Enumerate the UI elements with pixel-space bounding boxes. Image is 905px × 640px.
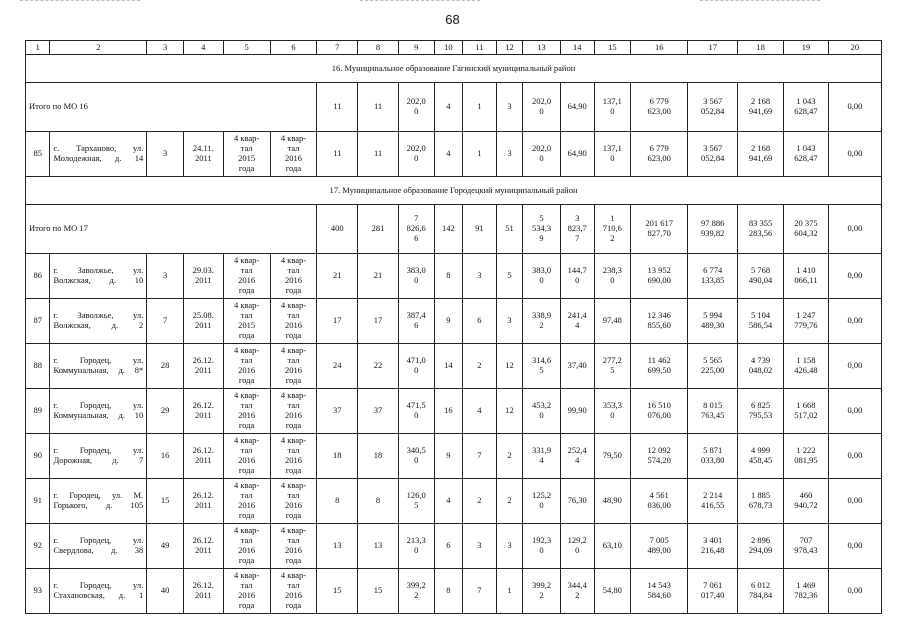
value-cell: 11: [317, 132, 358, 177]
total-value-cell: 281: [358, 205, 399, 254]
value-cell: 2: [496, 479, 522, 524]
date-cell: 26.12. 2011: [183, 344, 223, 389]
value-cell: 2 896 294,09: [738, 524, 784, 569]
value-cell: 8: [434, 569, 463, 614]
value-cell: 3 401 216,48: [688, 524, 738, 569]
date-cell: 26.12. 2011: [183, 389, 223, 434]
total-value-cell: 91: [463, 205, 497, 254]
total-label: Итого по МО 16: [26, 83, 317, 132]
value-cell: 6 779 623,00: [631, 132, 688, 177]
address-cell: г. Заволжье, ул. Волжская, д. 10: [50, 254, 147, 299]
value-cell: 1 410 066,11: [784, 254, 829, 299]
value-cell: 3: [463, 254, 497, 299]
value-cell: 3 567 052,84: [688, 132, 738, 177]
top-dashed-line: [360, 0, 480, 2]
total-value-cell: 202,0 0: [523, 83, 561, 132]
value-cell: 238,3 0: [594, 254, 631, 299]
section-total-row: [26, 205, 882, 254]
value-cell: 471,5 0: [398, 389, 434, 434]
value-cell: 277,2 5: [594, 344, 631, 389]
column-number-cell: 16: [631, 41, 688, 55]
table-row: [26, 389, 882, 434]
total-value-cell: 51: [496, 205, 522, 254]
quarter-cell: 4 квар- тал 2016 года: [223, 479, 270, 524]
column-number-cell: 10: [434, 41, 463, 55]
total-value-cell: 142: [434, 205, 463, 254]
value-cell: 383,0 0: [398, 254, 434, 299]
value-cell: 6: [434, 524, 463, 569]
value-cell: 0,00: [828, 569, 881, 614]
value-cell: 2: [463, 344, 497, 389]
top-dashed-line: [20, 0, 140, 2]
value-cell: 1 668 517,02: [784, 389, 829, 434]
quarter-cell: 4 квар- тал 2016 года: [270, 479, 317, 524]
total-value-cell: 5 534,3 9: [523, 205, 561, 254]
section-total-row: [26, 83, 882, 132]
quarter-cell: 4 квар- тал 2016 года: [223, 254, 270, 299]
value-cell: 1: [496, 569, 522, 614]
value-cell: 144,7 0: [560, 254, 594, 299]
quarter-cell: 4 квар- тал 2016 года: [270, 569, 317, 614]
value-cell: 4 999 458,45: [738, 434, 784, 479]
value-cell: 16: [434, 389, 463, 434]
quarter-cell: 4 квар- тал 2016 года: [270, 299, 317, 344]
row-number: 86: [26, 254, 50, 299]
value-cell: 1: [463, 132, 497, 177]
total-label: Итого по МО 17: [26, 205, 317, 254]
address-cell: г. Заволжье, ул. Волжская, д. 2: [50, 299, 147, 344]
row-number: 89: [26, 389, 50, 434]
value-cell: 0,00: [828, 389, 881, 434]
table-row: [26, 254, 882, 299]
column-number-cell: 9: [398, 41, 434, 55]
value-cell: 37: [358, 389, 399, 434]
total-value-cell: 64,90: [560, 83, 594, 132]
value-cell: 5 104 586,54: [738, 299, 784, 344]
value-cell: 1 222 081,95: [784, 434, 829, 479]
value-cell: 37,40: [560, 344, 594, 389]
value-cell: 338,9 2: [523, 299, 561, 344]
value-cell: 126,0 5: [398, 479, 434, 524]
address-cell: с. Тарханово, ул. Молодежная, д. 14: [50, 132, 147, 177]
column-number-cell: 11: [463, 41, 497, 55]
value-cell: 0,00: [828, 479, 881, 524]
value-cell: 4: [434, 479, 463, 524]
value-cell: 4 739 048,02: [738, 344, 784, 389]
value-cell: 40: [147, 569, 184, 614]
value-cell: 241,4 4: [560, 299, 594, 344]
column-number-cell: 5: [223, 41, 270, 55]
value-cell: 17: [317, 299, 358, 344]
value-cell: 49: [147, 524, 184, 569]
date-cell: 26.12. 2011: [183, 434, 223, 479]
total-value-cell: 7 826,6 6: [398, 205, 434, 254]
value-cell: 2: [463, 479, 497, 524]
value-cell: 125,2 0: [523, 479, 561, 524]
value-cell: 15: [147, 479, 184, 524]
table-row: [26, 299, 882, 344]
value-cell: 97,48: [594, 299, 631, 344]
quarter-cell: 4 квар- тал 2016 года: [270, 389, 317, 434]
value-cell: 8: [434, 254, 463, 299]
value-cell: 8: [358, 479, 399, 524]
address-cell: г. Городец, ул. Стахановская, д. 1: [50, 569, 147, 614]
value-cell: 63,10: [594, 524, 631, 569]
table-row: [26, 132, 882, 177]
value-cell: 344,4 2: [560, 569, 594, 614]
value-cell: 7: [463, 569, 497, 614]
total-value-cell: 1: [463, 83, 497, 132]
value-cell: 252,4 4: [560, 434, 594, 479]
value-cell: 3: [496, 132, 522, 177]
value-cell: 5 768 490,04: [738, 254, 784, 299]
total-value-cell: 11: [317, 83, 358, 132]
row-number: 87: [26, 299, 50, 344]
total-value-cell: 97 886 939,82: [688, 205, 738, 254]
value-cell: 79,50: [594, 434, 631, 479]
column-number-cell: 17: [688, 41, 738, 55]
table-row: [26, 524, 882, 569]
value-cell: 18: [358, 434, 399, 479]
value-cell: 399,2 2: [523, 569, 561, 614]
value-cell: 13: [317, 524, 358, 569]
column-number-cell: 8: [358, 41, 399, 55]
date-cell: 29.03. 2011: [183, 254, 223, 299]
quarter-cell: 4 квар- тал 2015 года: [223, 132, 270, 177]
total-value-cell: 3 823,7 7: [560, 205, 594, 254]
address-cell: г. Городец, ул. Коммунальная, д. 10: [50, 389, 147, 434]
total-value-cell: 4: [434, 83, 463, 132]
total-value-cell: 6 779 623,00: [631, 83, 688, 132]
section-title-row: [26, 55, 882, 83]
value-cell: 15: [358, 569, 399, 614]
value-cell: 48,90: [594, 479, 631, 524]
column-number-cell: 19: [784, 41, 829, 55]
value-cell: 5: [496, 254, 522, 299]
value-cell: 1 469 782,36: [784, 569, 829, 614]
column-number-cell: 14: [560, 41, 594, 55]
value-cell: 1 158 426,48: [784, 344, 829, 389]
value-cell: 192,3 0: [523, 524, 561, 569]
quarter-cell: 4 квар- тал 2016 года: [270, 132, 317, 177]
row-number: 85: [26, 132, 50, 177]
value-cell: 5 565 225,00: [688, 344, 738, 389]
row-number: 88: [26, 344, 50, 389]
column-number-cell: 15: [594, 41, 631, 55]
quarter-cell: 4 квар- тал 2016 года: [270, 254, 317, 299]
column-number-cell: 20: [828, 41, 881, 55]
value-cell: 9: [434, 299, 463, 344]
total-value-cell: 201 617 827,70: [631, 205, 688, 254]
table-body: [26, 41, 882, 614]
row-number: 90: [26, 434, 50, 479]
date-cell: 26.12. 2011: [183, 479, 223, 524]
total-value-cell: 400: [317, 205, 358, 254]
total-value-cell: 1 710,6 2: [594, 205, 631, 254]
value-cell: 1 885 678,73: [738, 479, 784, 524]
value-cell: 21: [358, 254, 399, 299]
section-title-row: [26, 177, 882, 205]
total-value-cell: 3 567 052,84: [688, 83, 738, 132]
address-cell: г. Городец, ул. М. Горького, д. 105: [50, 479, 147, 524]
table-row: [26, 344, 882, 389]
value-cell: 29: [147, 389, 184, 434]
value-cell: 3: [147, 254, 184, 299]
date-cell: 26.12. 2011: [183, 569, 223, 614]
value-cell: 15: [317, 569, 358, 614]
value-cell: 453,2 0: [523, 389, 561, 434]
value-cell: 4: [434, 132, 463, 177]
total-value-cell: 2 168 941,69: [738, 83, 784, 132]
total-value-cell: 137,1 0: [594, 83, 631, 132]
value-cell: 0,00: [828, 299, 881, 344]
column-number-cell: 2: [50, 41, 147, 55]
column-number-cell: 1: [26, 41, 50, 55]
value-cell: 0,00: [828, 254, 881, 299]
quarter-cell: 4 квар- тал 2016 года: [223, 389, 270, 434]
value-cell: 99,90: [560, 389, 594, 434]
quarter-cell: 4 квар- тал 2016 года: [270, 344, 317, 389]
value-cell: 3: [496, 299, 522, 344]
value-cell: 6 012 784,84: [738, 569, 784, 614]
value-cell: 28: [147, 344, 184, 389]
value-cell: 12 092 574,20: [631, 434, 688, 479]
row-number: 92: [26, 524, 50, 569]
value-cell: 1 247 779,76: [784, 299, 829, 344]
column-number-cell: 13: [523, 41, 561, 55]
value-cell: 213,3 0: [398, 524, 434, 569]
quarter-cell: 4 квар- тал 2015 года: [223, 299, 270, 344]
value-cell: 383,0 0: [523, 254, 561, 299]
value-cell: 54,80: [594, 569, 631, 614]
row-number: 91: [26, 479, 50, 524]
value-cell: 1 043 628,47: [784, 132, 829, 177]
value-cell: 5 871 033,80: [688, 434, 738, 479]
value-cell: 14 543 584,60: [631, 569, 688, 614]
value-cell: 202,0 0: [523, 132, 561, 177]
value-cell: 22: [358, 344, 399, 389]
value-cell: 0,00: [828, 344, 881, 389]
total-value-cell: 1 043 628,47: [784, 83, 829, 132]
value-cell: 11: [358, 132, 399, 177]
value-cell: 129,2 0: [560, 524, 594, 569]
total-value-cell: 0,00: [828, 83, 881, 132]
date-cell: 25.08. 2011: [183, 299, 223, 344]
value-cell: 7: [463, 434, 497, 479]
value-cell: 137,1 0: [594, 132, 631, 177]
value-cell: 9: [434, 434, 463, 479]
total-value-cell: 0,00: [828, 205, 881, 254]
total-value-cell: 11: [358, 83, 399, 132]
page-number: 68: [445, 12, 460, 27]
table-row: [26, 569, 882, 614]
value-cell: 707 978,43: [784, 524, 829, 569]
quarter-cell: 4 квар- тал 2016 года: [270, 524, 317, 569]
address-cell: г. Городец, ул. Дорожная, д. 7: [50, 434, 147, 479]
value-cell: 13: [358, 524, 399, 569]
value-cell: 13 952 690,00: [631, 254, 688, 299]
address-cell: г. Городец, ул. Свердлова, д. 38: [50, 524, 147, 569]
value-cell: 471,0 0: [398, 344, 434, 389]
value-cell: 16 510 076,00: [631, 389, 688, 434]
column-number-cell: 4: [183, 41, 223, 55]
value-cell: 2 214 416,55: [688, 479, 738, 524]
value-cell: 8: [317, 479, 358, 524]
column-number-header-row: [26, 41, 882, 55]
table-row: [26, 479, 882, 524]
total-value-cell: 83 355 283,56: [738, 205, 784, 254]
value-cell: 12: [496, 389, 522, 434]
value-cell: 21: [317, 254, 358, 299]
value-cell: 76,30: [560, 479, 594, 524]
value-cell: 16: [147, 434, 184, 479]
value-cell: 17: [358, 299, 399, 344]
value-cell: 3: [463, 524, 497, 569]
value-cell: 4 561 036,00: [631, 479, 688, 524]
value-cell: 314,6 5: [523, 344, 561, 389]
value-cell: 0,00: [828, 434, 881, 479]
value-cell: 2: [496, 434, 522, 479]
column-number-cell: 3: [147, 41, 184, 55]
value-cell: 399,2 2: [398, 569, 434, 614]
value-cell: 4: [463, 389, 497, 434]
value-cell: 11 462 699,50: [631, 344, 688, 389]
value-cell: 24: [317, 344, 358, 389]
value-cell: 37: [317, 389, 358, 434]
value-cell: 0,00: [828, 132, 881, 177]
value-cell: 7 061 017,40: [688, 569, 738, 614]
value-cell: 340,5 0: [398, 434, 434, 479]
section-title: 17. Муниципальное образование Городецкий муниципальный район: [26, 177, 882, 205]
table-row: [26, 434, 882, 479]
value-cell: 5 994 489,30: [688, 299, 738, 344]
value-cell: 460 940,72: [784, 479, 829, 524]
value-cell: 353,3 0: [594, 389, 631, 434]
column-number-cell: 6: [270, 41, 317, 55]
value-cell: 331,9 4: [523, 434, 561, 479]
value-cell: 6 774 133,85: [688, 254, 738, 299]
value-cell: 2 168 941,69: [738, 132, 784, 177]
column-number-cell: 18: [738, 41, 784, 55]
value-cell: 7 005 489,00: [631, 524, 688, 569]
quarter-cell: 4 квар- тал 2016 года: [270, 434, 317, 479]
column-number-cell: 12: [496, 41, 522, 55]
date-cell: 24.11. 2011: [183, 132, 223, 177]
value-cell: 8 015 763,45: [688, 389, 738, 434]
value-cell: 14: [434, 344, 463, 389]
total-value-cell: 3: [496, 83, 522, 132]
value-cell: 3: [147, 132, 184, 177]
value-cell: 3: [496, 524, 522, 569]
top-dashed-line: [700, 0, 820, 2]
total-value-cell: 20 375 604,32: [784, 205, 829, 254]
section-title: 16. Муниципальное образование Гагинский муниципальный район: [26, 55, 882, 83]
value-cell: 387,4 6: [398, 299, 434, 344]
column-number-cell: 7: [317, 41, 358, 55]
value-cell: 12: [496, 344, 522, 389]
value-cell: 64,90: [560, 132, 594, 177]
value-cell: 202,0 0: [398, 132, 434, 177]
value-cell: 0,00: [828, 524, 881, 569]
quarter-cell: 4 квар- тал 2016 года: [223, 524, 270, 569]
quarter-cell: 4 квар- тал 2016 года: [223, 569, 270, 614]
row-number: 93: [26, 569, 50, 614]
housing-program-table: [25, 40, 882, 614]
value-cell: 7: [147, 299, 184, 344]
value-cell: 12 346 855,60: [631, 299, 688, 344]
total-value-cell: 202,0 0: [398, 83, 434, 132]
address-cell: г. Городец, ул. Коммунальная, д. 8*: [50, 344, 147, 389]
value-cell: 18: [317, 434, 358, 479]
value-cell: 6: [463, 299, 497, 344]
quarter-cell: 4 квар- тал 2016 года: [223, 344, 270, 389]
quarter-cell: 4 квар- тал 2016 года: [223, 434, 270, 479]
date-cell: 26.12. 2011: [183, 524, 223, 569]
value-cell: 6 825 795,53: [738, 389, 784, 434]
